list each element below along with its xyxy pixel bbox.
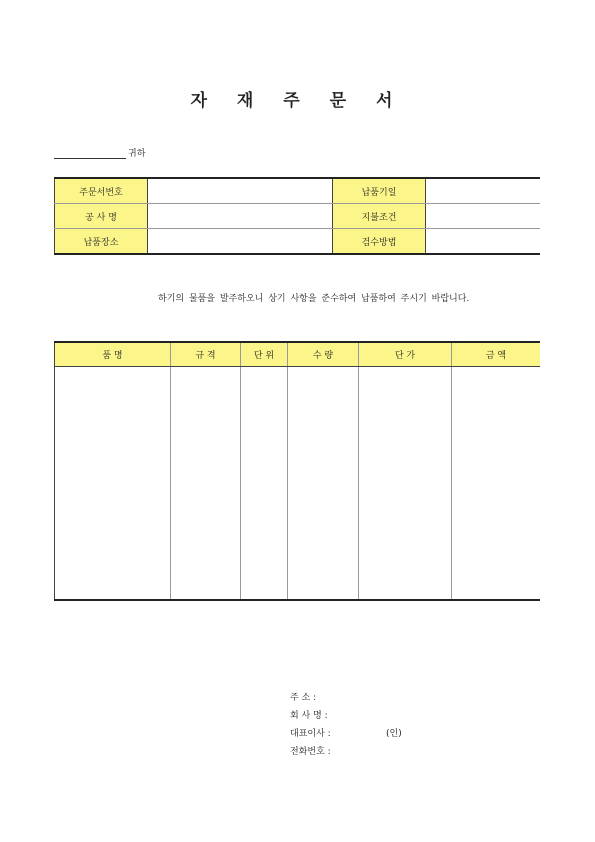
seal-mark: (인) bbox=[386, 729, 402, 739]
unit-cell[interactable] bbox=[241, 367, 288, 601]
quantity-cell[interactable] bbox=[288, 367, 359, 601]
column-header-spec: 규 격 bbox=[171, 342, 241, 367]
delivery-date-field[interactable] bbox=[426, 178, 541, 204]
item-name-cell[interactable] bbox=[55, 367, 171, 601]
company-row bbox=[290, 708, 402, 726]
phone-row bbox=[290, 744, 402, 762]
order-number-field[interactable] bbox=[148, 178, 333, 204]
payment-terms-field[interactable] bbox=[426, 204, 541, 229]
order-info-table bbox=[54, 177, 540, 255]
delivery-date-label: 납품기일 bbox=[333, 178, 426, 204]
address-label: 주 소 : bbox=[290, 693, 317, 703]
spec-cell[interactable] bbox=[171, 367, 241, 601]
items-header-row bbox=[55, 342, 541, 367]
inspection-method-label: 검수방법 bbox=[333, 229, 426, 255]
order-number-label: 주문서번호 bbox=[55, 178, 148, 204]
company-name-field[interactable] bbox=[148, 204, 333, 229]
delivery-place-label: 납품장소 bbox=[55, 229, 148, 255]
unit-price-cell[interactable] bbox=[359, 367, 452, 601]
issuer-block bbox=[290, 690, 402, 762]
recipient-blank[interactable] bbox=[54, 148, 126, 159]
items-table bbox=[54, 341, 540, 601]
document-title: 자 재 주 문 서 bbox=[190, 91, 405, 111]
address-row bbox=[290, 690, 402, 708]
delivery-place-field[interactable] bbox=[148, 229, 333, 255]
issuer-company-label: 회 사 명 : bbox=[290, 711, 328, 721]
amount-cell[interactable] bbox=[452, 367, 541, 601]
phone-label: 전화번호 : bbox=[290, 747, 331, 757]
recipient-suffix: 귀하 bbox=[128, 149, 146, 159]
items-body-row bbox=[55, 367, 541, 601]
column-header-amount: 금 액 bbox=[452, 342, 541, 367]
company-name-label: 공 사 명 bbox=[55, 204, 148, 229]
column-header-unit-price: 단 가 bbox=[359, 342, 452, 367]
column-header-unit: 단 위 bbox=[241, 342, 288, 367]
recipient-line bbox=[54, 146, 145, 159]
column-header-quantity: 수 량 bbox=[288, 342, 359, 367]
column-header-item-name: 품 명 bbox=[55, 342, 171, 367]
inspection-method-field[interactable] bbox=[426, 229, 541, 255]
ceo-label: 대표이사 : bbox=[290, 729, 331, 739]
ceo-row bbox=[290, 726, 402, 744]
payment-terms-label: 지불조건 bbox=[333, 204, 426, 229]
order-notice-text: 하기의 물품을 발주하오니 상기 사항을 준수하여 납품하여 주시기 바랍니다. bbox=[158, 294, 470, 304]
